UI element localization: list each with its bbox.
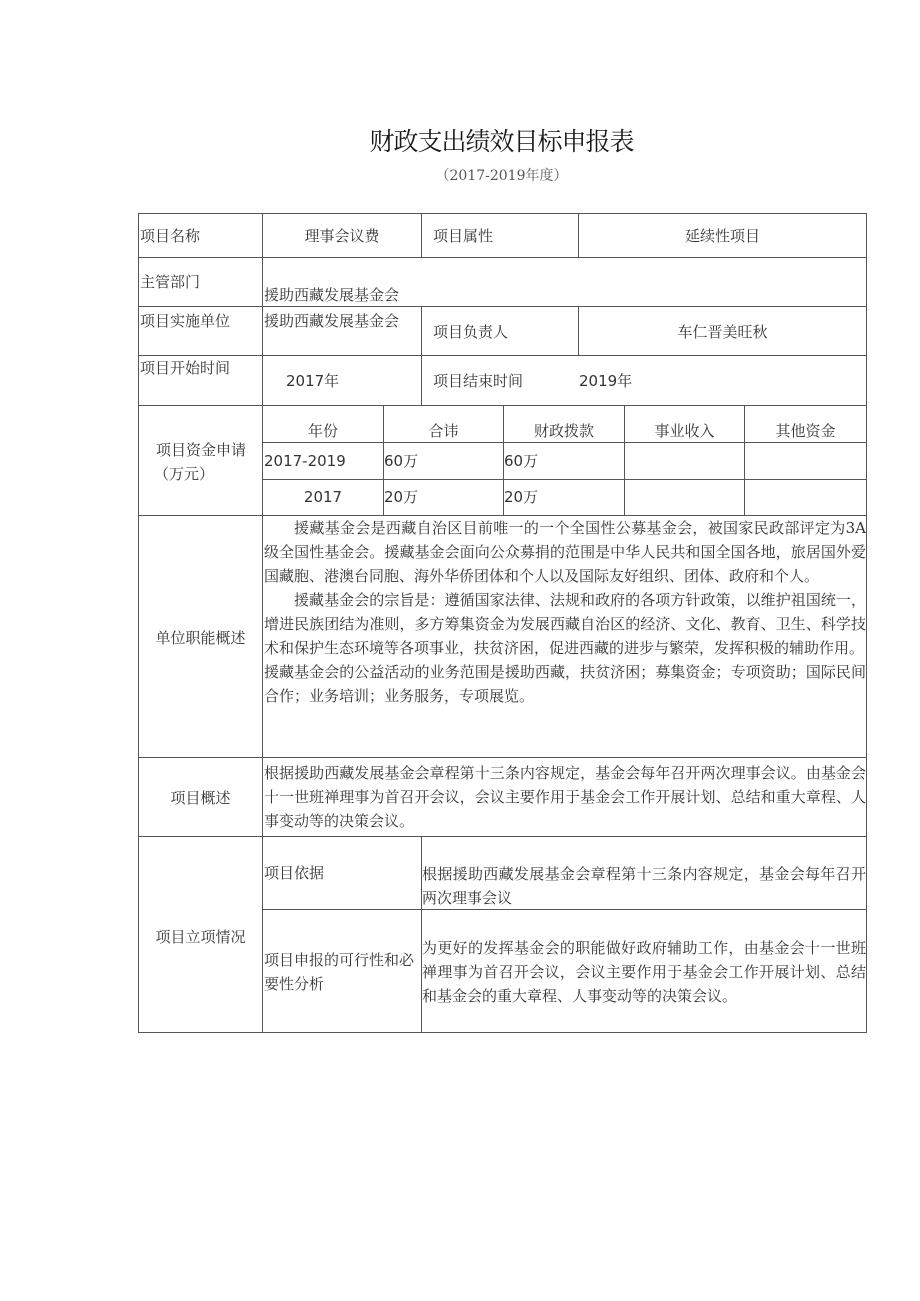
project-leader-value: 车仁晋美旺秋: [677, 323, 768, 341]
project-overview-text: 根据援助西藏发展基金会章程第十三条内容规定，基金会每年召开两次理事会议。由基金会十一世班禅理事为首召开会议，会议主要作用于基金会工作开展计划、总结和重大章程、人事变动等的决策会议。: [264, 764, 866, 830]
start-time-value: 2017年: [286, 372, 340, 390]
row-line: [262, 479, 867, 480]
unit-function-paragraph: 援藏基金会的宗旨是：遵循国家法律、法规和政府的各项方针政策，以维护祖国统一，增进民族团结为准则，多方筹集资金为发展西藏自治区的经济、文化、教育、卫生、科学技术和保护生态环境等各项事业，扶贫济困，促进西藏的进步与繁荣，发挥积极的辅助作用。: [264, 591, 866, 657]
approval-feasibility-text: 为更好的发挥基金会的职能做好政府辅助工作，由基金会十一世班禅理事为首召开会议，会议主要作用于基金会工作开展计划、总结和基金会的重大章程、人事变动等的决策会议。: [422, 939, 866, 1005]
department-value: 援助西藏发展基金会: [264, 286, 400, 304]
approval-basis-label: 项目依据: [264, 864, 325, 882]
funding-label-line1: 项目资金申请: [155, 441, 246, 459]
funding-header-total: 合讳: [428, 422, 459, 440]
department-label: 主管部门: [140, 273, 201, 291]
approval-feasibility-label: 项目申报的可行性和必要性分析: [264, 951, 415, 993]
unit-function-paragraph: 援藏基金会是西藏自治区目前唯一的一个全国性公募基金会，被国家民政部评定为3A级全国性基金会。援藏基金会面向公众募捐的范围是中华人民共和国全国各地，旅居国外爱国藏胞、港澳台同胞、海外华侨团体和个人以及国际友好组织、团体、政府和个人。: [264, 519, 866, 585]
unit-function-text: [264, 516, 866, 708]
funding-header-business: 事业收入: [654, 422, 715, 440]
page-title: 财政支出绩效目标申报表: [369, 127, 634, 156]
end-time-value: 2019年: [579, 372, 633, 390]
table-border-top: [138, 213, 867, 214]
start-time-label: 项目开始时间: [140, 359, 231, 377]
funding-row-2-fiscal: 20万: [504, 488, 539, 506]
unit-function-label: 单位职能概述: [155, 629, 246, 647]
funding-row-1-total: 60万: [384, 452, 419, 470]
project-leader-label: 项目负责人: [433, 323, 509, 341]
table-border-right: [866, 213, 867, 1033]
implementing-unit-label: 项目实施单位: [140, 312, 231, 330]
funding-label-line2: （万元）: [154, 465, 215, 483]
funding-row-1-fiscal: 60万: [504, 452, 539, 470]
table-border-left: [138, 213, 139, 1033]
unit-function-paragraph: 援藏基金会的公益活动的业务范围是援助西藏，扶贫济困；募集资金；专项资助；国际民间合作；业务培训；业务服务，专项展览。: [264, 663, 866, 705]
approval-label: 项目立项情况: [155, 928, 246, 946]
col-line: [421, 213, 422, 257]
funding-header-year: 年份: [307, 422, 338, 440]
funding-label: [140, 438, 262, 486]
col-line: [421, 306, 422, 405]
implementing-unit-value: 援助西藏发展基金会: [264, 312, 400, 330]
row-line: [138, 306, 867, 307]
funding-header-fiscal: 财政拨款: [533, 422, 594, 440]
project-attribute-label: 项目属性: [433, 227, 494, 245]
funding-row-2-year: 2017: [303, 488, 343, 506]
project-name-label: 项目名称: [140, 227, 201, 245]
row-line: [138, 257, 867, 258]
row-line: [138, 836, 867, 837]
table-border-bottom: [138, 1032, 867, 1033]
project-name-value: 理事会议费: [304, 227, 380, 245]
year-range: （2017-2019年度）: [435, 168, 568, 184]
funding-header-other: 其他资金: [775, 422, 836, 440]
end-time-label: 项目结束时间: [433, 372, 524, 390]
approval-basis-text: 根据援助西藏发展基金会章程第十三条内容规定，基金会每年召开两次理事会议: [422, 865, 866, 907]
row-line: [138, 757, 867, 758]
col-line: [262, 213, 263, 1033]
funding-row-2-total: 20万: [384, 488, 419, 506]
project-overview-label: 项目概述: [170, 789, 231, 807]
funding-row-1-year: 2017-2019: [264, 452, 346, 470]
project-attribute-value: 延续性项目: [684, 227, 760, 245]
